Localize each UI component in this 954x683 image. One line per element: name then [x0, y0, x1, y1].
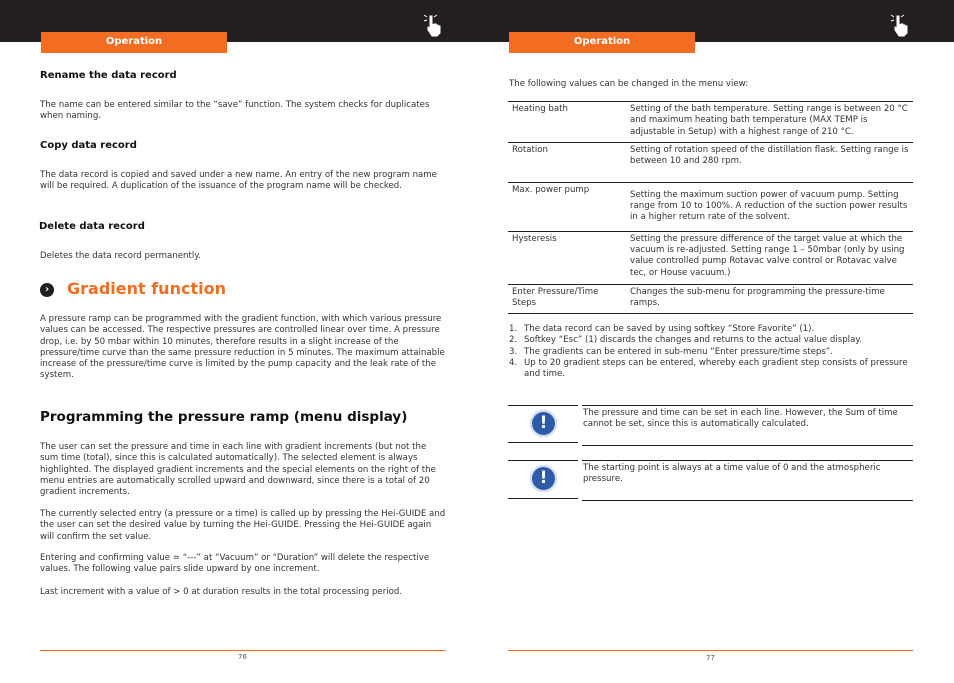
- page-number-left: 76: [238, 653, 247, 661]
- note-text: The pressure and time can be set in each line. However, the Sum of time cannot be set, since this is automatically calculated.: [583, 408, 898, 430]
- gradient-title: Gradient function: [67, 279, 226, 298]
- section-bullet-icon: ›: [40, 283, 54, 297]
- delete-heading: Delete data record: [39, 221, 145, 232]
- table-key: Enter Pressure/Time Steps: [508, 284, 626, 314]
- table-value: Setting of the bath temperature. Setting range is between 20 °C and maximum heating bath temperature (MAX TEMP is adjustable in Setup) with a highest range of 210 °C.: [626, 102, 913, 143]
- copy-heading: Copy data record: [40, 140, 137, 151]
- table-row: [508, 182, 913, 231]
- exclamation-icon: !: [530, 465, 557, 492]
- table-row: [508, 284, 913, 314]
- footer-divider: [40, 650, 445, 651]
- step-text: Up to 20 gradient steps can be entered, whereby each gradient step consists of pressure and time.: [524, 357, 908, 380]
- step-text: The gradients can be entered in sub-menu “Enter pressure/time steps”.: [524, 346, 833, 357]
- table-key: Hysteresis: [508, 231, 626, 284]
- menu-intro: The following values can be changed in the menu view:: [509, 79, 749, 89]
- hand-pointer-icon: [423, 14, 445, 38]
- table-key: Heating bath: [508, 102, 626, 143]
- step-number: 2.: [509, 335, 518, 346]
- menu-values-table: [508, 101, 913, 314]
- delete-text: Deletes the data record permanently.: [40, 251, 201, 261]
- table-value: Setting of rotation speed of the distillation flask. Setting range is between 10 and 280 rpm.: [626, 142, 913, 182]
- section-tab-left: Operation: [41, 32, 227, 53]
- table-key: Max. power pump: [508, 182, 626, 231]
- table-value: Setting the maximum suction power of vacuum pump. Setting range from 10 to 100%. A reduction of the suction power results in a higher return rate of the solvent.: [626, 182, 913, 231]
- rename-text: The name can be entered similar to the “save” function. The system checks for duplicates when naming.: [40, 100, 430, 122]
- section-tab-right: Operation: [509, 32, 695, 53]
- table-row: [508, 231, 913, 284]
- list-item: [509, 347, 909, 358]
- copy-text: The data record is copied and saved under a new name. An entry of the new program name will be required. A duplication of the issuance of the program name will be checked.: [40, 170, 437, 192]
- ramp-paragraph-4: Last increment with a value of > 0 at duration results in the total processing period.: [40, 587, 403, 597]
- table-value: Changes the sub-menu for programming the pressure-time ramps.: [626, 284, 913, 314]
- table-row: [508, 102, 913, 143]
- table-value: Setting the pressure difference of the target value at which the vacuum is re-adjusted. Setting range 1 – 50mbar (only by using value controlled pump Rotavac valve control or Rotavac valve tec, or House vacuum.): [626, 231, 913, 284]
- list-item: [509, 335, 909, 346]
- step-number: 3.: [509, 346, 518, 357]
- table-row: [508, 142, 913, 182]
- ramp-title: Programming the pressure ramp (menu display): [40, 409, 408, 425]
- page-number-right: 77: [706, 654, 715, 662]
- rename-heading: Rename the data record: [40, 70, 177, 81]
- hand-pointer-icon: [890, 14, 912, 38]
- table-key: Rotation: [508, 142, 626, 182]
- step-number: 4.: [509, 357, 518, 368]
- step-number: 1.: [509, 324, 518, 334]
- list-item: [509, 324, 909, 335]
- step-text: The data record can be saved by using softkey “Store Favorite” (1).: [524, 324, 815, 334]
- footer-divider: [508, 650, 913, 651]
- exclamation-icon: !: [530, 410, 557, 437]
- ramp-paragraph-3: Entering and confirming value = “---” at “Vacuum” or “Duration” will delete the respective values. The following value pairs slide upward by one increment.: [40, 553, 430, 575]
- note-text: The starting point is always at a time value of 0 and the atmospheric pressure.: [583, 463, 881, 485]
- gradient-text: A pressure ramp can be programmed with the gradient function, with which various pressure values can be accessed. The respective pressures are controlled linear over time. A pressure drop, i.e. by 50 mbar within 10 minutes, therefore results in a slight increase of the pressure/time curve than the same pressure reduction in 5 minutes. The maximum attainable increase of the pressure/time curve is limited by the pump capacity and the leak rate of the system.: [40, 314, 445, 381]
- note-box: [508, 460, 913, 502]
- note-box: [508, 405, 913, 447]
- step-text: Softkey “Esc” (1) discards the changes and returns to the actual value display.: [524, 335, 862, 346]
- ramp-paragraph-1: The user can set the pressure and time in each line with gradient increments (but not the sum time (total), since this is calculated automatically). The selected element is always highlighted. The displayed gradient increments and the special elements on the right of the menu entries are automatically scrolled upward and downward, since there is a total of 20 gradient increments.: [40, 442, 436, 498]
- list-item: [509, 358, 909, 381]
- steps-list: [509, 324, 909, 380]
- ramp-paragraph-2: The currently selected entry (a pressure or a time) is called up by pressing the Hei-GUIDE and the user can set the desired value by turning the Hei-GUIDE. Pressing the Hei-GUIDE again will confirm the set value.: [40, 509, 446, 542]
